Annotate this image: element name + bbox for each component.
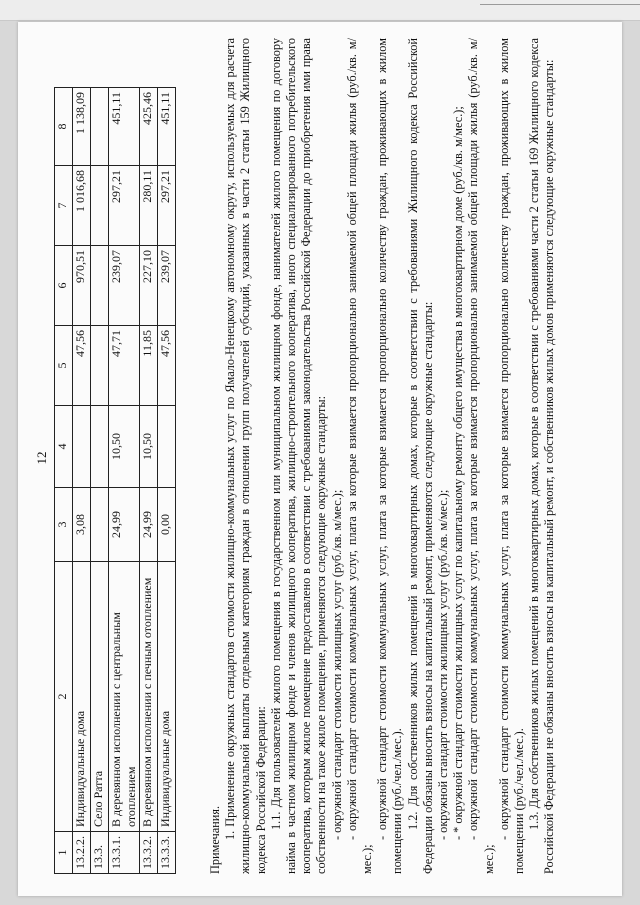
value-cell: 47,71 <box>109 326 140 406</box>
row-title: В деревянном исполнении с центральным отоплением <box>109 562 140 832</box>
note-list-item: - окружной стандарт стоимости коммунальных услуг, плата за которые взимается пропорционально количеству граждан, проживающих в жилом помещении (руб./чел./мес.). <box>375 38 405 874</box>
value-cell: 239,07 <box>158 246 176 326</box>
value-cell: 47,56 <box>158 326 176 406</box>
value-cell <box>91 326 109 406</box>
row-title: В деревянном исполнении с печным отоплением <box>140 562 158 832</box>
row-title: Село Ратта <box>91 562 109 832</box>
value-cell <box>158 406 176 488</box>
value-cell: 297,21 <box>158 166 176 246</box>
row-code: 13.3.2. <box>140 832 158 874</box>
value-cell <box>91 166 109 246</box>
row-code: 13.3. <box>91 832 109 874</box>
value-cell: 24,99 <box>109 488 140 562</box>
value-cell <box>91 88 109 166</box>
value-cell: 227,10 <box>140 246 158 326</box>
table-row <box>158 88 176 874</box>
value-cell: 451,11 <box>158 88 176 166</box>
viewer-top-line <box>480 4 640 5</box>
standards-table <box>54 87 176 874</box>
row-code: 13.3.1. <box>109 832 140 874</box>
note-paragraph-1-2: 1.2. Для собственников жилых помещений в многоквартирных домах, которые в соответствии с требованиями Жилищного кодекса Российской Федерации обязаны вносить взносы на капитальный ремонт, применяются следующие окружные стандарты: <box>405 38 435 874</box>
note-list-item: - окружной стандарт стоимости коммунальных услуг, плата за которые взимается пропорционально занимаемой общей площади жилья (руб./кв. м/мес.); <box>466 38 496 874</box>
note-paragraph-1: 1. Применение окружных стандартов стоимости жилищно-коммунальных услуг по Ямало-Ненецкому автономному округу, используемых для расчета жилищно-коммунальной выплаты отдельным категориям граждан в отношении групп получателей субсидий, указанных в части 2 статьи 159 Жилищного кодекса Российской Федерации: <box>223 38 268 874</box>
header-cell: 3 <box>55 488 73 562</box>
value-cell: 10,50 <box>140 406 158 488</box>
note-list-item: - окружной стандарт стоимости коммунальных услуг, плата за которые взимается пропорционально количеству граждан, проживающих в жилом помещении (руб./чел./мес.). <box>496 38 527 874</box>
note-list-item: - окружной стандарт стоимости коммунальных услуг, плата за которые взимается пропорционально занимаемой общей площади жилья (руб./кв. м/мес.); <box>344 38 375 874</box>
table-row <box>73 88 91 874</box>
row-title: Индивидуальные дома <box>73 562 91 832</box>
value-cell: 1 016,68 <box>73 166 91 246</box>
note-paragraph-1-1: 1.1. Для пользователей жилого помещения в государственном или муниципальном жилищном фонде, нанимателей жилого помещения по договору найма в частном жилищном фонде и членов жилищного кооператива, жилищно-строительного кооператива, иного специализированного потребительского кооператива, которым жилое помещение предоставлено в соответствии с требованиями законодательства Российской Федерации до приобретения ими права собственности на такое жилое помещение, применяются следующие окружные стандарты: <box>268 38 329 874</box>
value-cell: 280,11 <box>140 166 158 246</box>
header-cell: 1 <box>55 832 73 874</box>
header-cell: 7 <box>55 166 73 246</box>
row-code: 13.3.3. <box>158 832 176 874</box>
value-cell: 297,21 <box>109 166 140 246</box>
value-cell <box>73 406 91 488</box>
table-header-row <box>55 88 73 874</box>
header-cell: 5 <box>55 326 73 406</box>
table-row <box>91 88 109 874</box>
table-row <box>109 88 140 874</box>
value-cell <box>91 246 109 326</box>
row-title: Индивидуальные дома <box>158 562 176 832</box>
value-cell: 239,07 <box>109 246 140 326</box>
value-cell: 3,08 <box>73 488 91 562</box>
page-number: 12 <box>34 451 49 465</box>
document-page <box>18 22 622 896</box>
table-row <box>140 88 158 874</box>
row-code: 13.2.2. <box>73 832 91 874</box>
header-cell: 6 <box>55 246 73 326</box>
notes-title: Примечания. <box>208 805 222 874</box>
note-list-item: - окружной стандарт стоимости жилищных услуг (руб./кв. м/мес.); <box>436 489 451 840</box>
value-cell <box>91 406 109 488</box>
notes-section <box>208 38 558 874</box>
header-cell: 8 <box>55 88 73 166</box>
value-cell: 11,85 <box>140 326 158 406</box>
note-list-item: - окружной стандарт стоимости жилищных услуг (руб./кв. м/мес.); <box>329 489 344 840</box>
value-cell: 451,11 <box>109 88 140 166</box>
value-cell: 10,50 <box>109 406 140 488</box>
rotated-page-content <box>30 28 610 888</box>
header-cell: 4 <box>55 406 73 488</box>
value-cell: 0,00 <box>158 488 176 562</box>
value-cell: 970,51 <box>73 246 91 326</box>
note-list-item: - * окружной стандарт стоимости жилищных услуг по капитальному ремонту общего имущества в многоквартирном доме (руб./кв. м/мес.); <box>451 106 466 840</box>
viewer-top-strip <box>0 0 640 21</box>
value-cell: 24,99 <box>140 488 158 562</box>
value-cell: 425,46 <box>140 88 158 166</box>
note-paragraph-1-3: 1.3. Для собственников жилых помещений в многоквартирных домах, которые в соответствии с требованиями части 2 статьи 169 Жилищного кодекса Российской Федерации не обязаны вносить взносы на капитальный ремонт, и собственников жилых домов применяются следующие окружные стандарты: <box>527 38 557 874</box>
value-cell: 1 138,09 <box>73 88 91 166</box>
header-cell: 2 <box>55 562 73 832</box>
value-cell: 47,56 <box>73 326 91 406</box>
value-cell <box>91 488 109 562</box>
